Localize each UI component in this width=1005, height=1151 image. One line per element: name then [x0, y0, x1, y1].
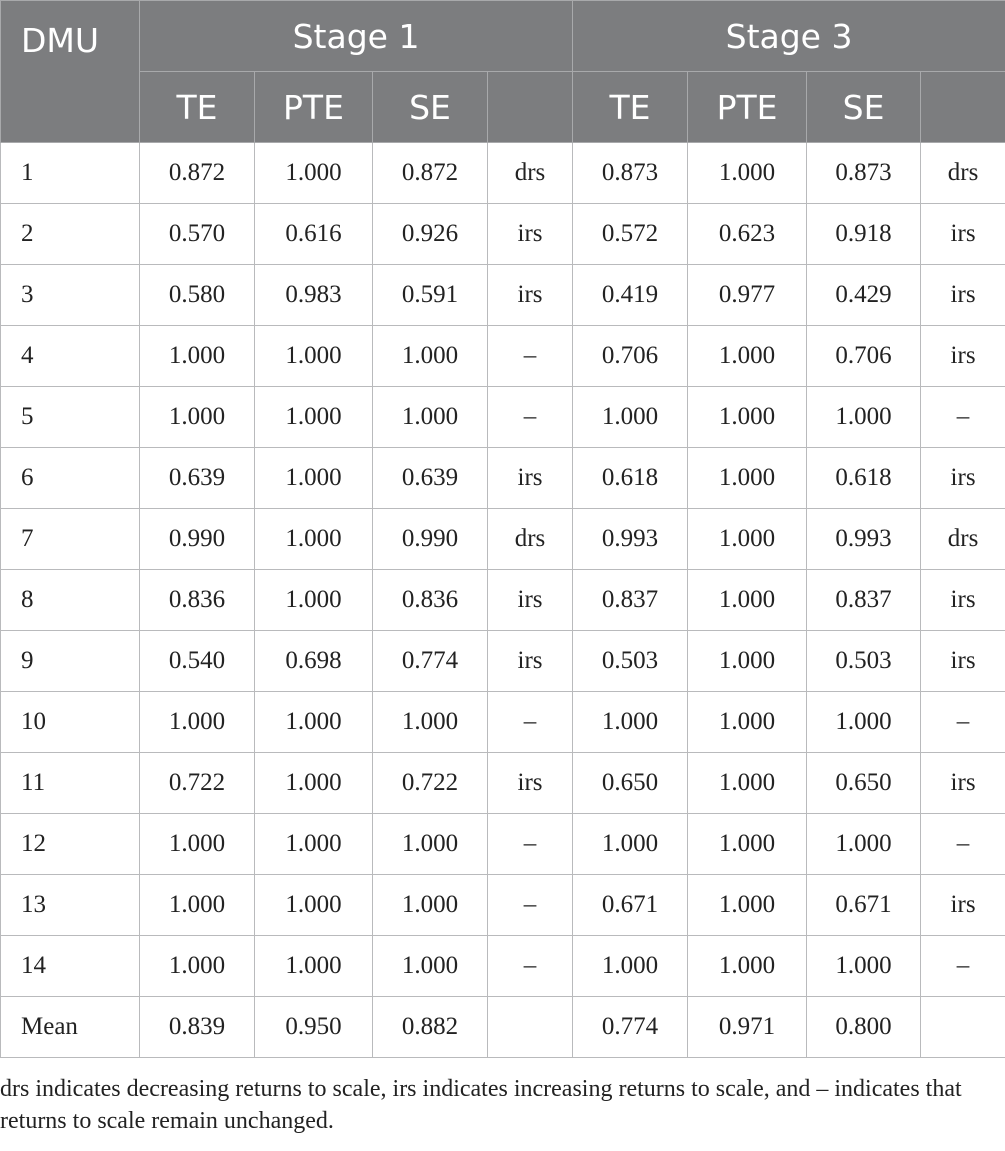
stage-1-pte-cell: 1.000: [255, 570, 373, 631]
stage-1-pte-cell: 0.698: [255, 631, 373, 692]
stage-1-se-cell: 1.000: [373, 326, 488, 387]
stage-3-se-cell: 1.000: [807, 692, 921, 753]
stage-1-rts-header: [488, 72, 573, 143]
stage-3-se-cell: 0.618: [807, 448, 921, 509]
stage-1-te-cell: 0.836: [140, 570, 255, 631]
stage-3-pte-cell: 1.000: [688, 448, 807, 509]
stage-1-pte-cell: 1.000: [255, 814, 373, 875]
stage-3-pte-cell: 1.000: [688, 936, 807, 997]
stage-1-te-cell: 0.639: [140, 448, 255, 509]
stage-3-pte-cell: 0.971: [688, 997, 807, 1058]
stage-1-te-cell: 1.000: [140, 387, 255, 448]
dmu-cell: 3: [1, 265, 140, 326]
stage-3-se-cell: 1.000: [807, 387, 921, 448]
dmu-cell: 2: [1, 204, 140, 265]
stage-1-pte-cell: 1.000: [255, 753, 373, 814]
dmu-cell: 10: [1, 692, 140, 753]
stage-1-te-cell: 1.000: [140, 875, 255, 936]
stage-3-rts-cell: irs: [921, 631, 1005, 692]
stage-3-rts-cell: irs: [921, 265, 1005, 326]
stage-1-te-cell: 0.839: [140, 997, 255, 1058]
stage-3-pte-cell: 0.977: [688, 265, 807, 326]
table-row: [1, 509, 1005, 570]
dmu-cell: 5: [1, 387, 140, 448]
stage-3-pte-cell: 1.000: [688, 570, 807, 631]
stage-1-pte-cell: 0.616: [255, 204, 373, 265]
stage-1-pte-cell: 0.950: [255, 997, 373, 1058]
table-row: [1, 265, 1005, 326]
dmu-cell: 8: [1, 570, 140, 631]
stage-3-te-cell: 0.503: [573, 631, 688, 692]
stage-1-rts-cell: drs: [488, 509, 573, 570]
stage-3-pte-cell: 0.623: [688, 204, 807, 265]
header-row-stages: [1, 1, 1005, 72]
stage-3-rts-cell: drs: [921, 143, 1005, 204]
table-header: [1, 1, 1005, 143]
stage-1-se-cell: 0.639: [373, 448, 488, 509]
stage-3-te-cell: 0.837: [573, 570, 688, 631]
stage-3-pte-cell: 1.000: [688, 509, 807, 570]
stage-1-te-cell: 0.570: [140, 204, 255, 265]
stage-1-se-cell: 0.872: [373, 143, 488, 204]
stage-1-rts-cell: –: [488, 936, 573, 997]
table-row: [1, 936, 1005, 997]
table-row: [1, 692, 1005, 753]
dmu-cell: 12: [1, 814, 140, 875]
stage-3-te-cell: 0.774: [573, 997, 688, 1058]
stage-3-se-cell: 0.650: [807, 753, 921, 814]
stage-3-pte-header: PTE: [688, 72, 807, 143]
table-row: [1, 753, 1005, 814]
dmu-cell: 4: [1, 326, 140, 387]
stage-3-rts-cell: –: [921, 387, 1005, 448]
table-row: [1, 387, 1005, 448]
stage-1-te-cell: 0.580: [140, 265, 255, 326]
stage-3-se-cell: 1.000: [807, 936, 921, 997]
stage-1-se-cell: 0.990: [373, 509, 488, 570]
stage-1-pte-cell: 1.000: [255, 143, 373, 204]
table-row: [1, 204, 1005, 265]
dmu-cell: 6: [1, 448, 140, 509]
stage-3-pte-cell: 1.000: [688, 753, 807, 814]
stage-3-se-cell: 0.800: [807, 997, 921, 1058]
stage-1-rts-cell: irs: [488, 448, 573, 509]
table-body: [1, 143, 1005, 1058]
stage-1-rts-cell: –: [488, 387, 573, 448]
stage-3-rts-cell: irs: [921, 875, 1005, 936]
stage-1-te-cell: 1.000: [140, 936, 255, 997]
stage-1-pte-cell: 1.000: [255, 875, 373, 936]
stage-1-se-cell: 1.000: [373, 814, 488, 875]
stage-3-te-cell: 0.873: [573, 143, 688, 204]
stage-1-te-cell: 0.540: [140, 631, 255, 692]
stage-3-te-cell: 0.419: [573, 265, 688, 326]
stage-1-se-cell: 0.926: [373, 204, 488, 265]
table-row: [1, 875, 1005, 936]
table-row: [1, 814, 1005, 875]
stage-3-se-cell: 0.429: [807, 265, 921, 326]
dmu-header: DMU: [1, 1, 140, 143]
stage-1-pte-cell: 1.000: [255, 936, 373, 997]
stage-3-te-cell: 0.618: [573, 448, 688, 509]
stage-1-pte-cell: 1.000: [255, 326, 373, 387]
stage-3-se-cell: 0.873: [807, 143, 921, 204]
dmu-cell: 9: [1, 631, 140, 692]
stage-3-pte-cell: 1.000: [688, 875, 807, 936]
stage-1-te-cell: 1.000: [140, 814, 255, 875]
stage-1-se-cell: 0.882: [373, 997, 488, 1058]
stage-3-se-cell: 0.671: [807, 875, 921, 936]
stage-1-pte-cell: 1.000: [255, 387, 373, 448]
stage-3-header: Stage 3: [573, 1, 1005, 72]
stage-1-rts-cell: irs: [488, 204, 573, 265]
stage-1-se-cell: 0.774: [373, 631, 488, 692]
stage-1-rts-cell: drs: [488, 143, 573, 204]
stage-3-se-header: SE: [807, 72, 921, 143]
stage-1-se-header: SE: [373, 72, 488, 143]
stage-1-se-cell: 0.836: [373, 570, 488, 631]
stage-1-te-cell: 0.722: [140, 753, 255, 814]
stage-3-se-cell: 1.000: [807, 814, 921, 875]
stage-3-rts-cell: irs: [921, 570, 1005, 631]
stage-1-rts-cell: –: [488, 875, 573, 936]
stage-1-se-cell: 0.722: [373, 753, 488, 814]
stage-1-rts-cell: [488, 997, 573, 1058]
stage-3-se-cell: 0.993: [807, 509, 921, 570]
stage-3-te-cell: 0.572: [573, 204, 688, 265]
stage-1-se-cell: 1.000: [373, 875, 488, 936]
stage-1-te-cell: 1.000: [140, 692, 255, 753]
mean-row: [1, 997, 1005, 1058]
stage-1-rts-cell: irs: [488, 631, 573, 692]
table-row: [1, 631, 1005, 692]
stage-3-rts-cell: –: [921, 936, 1005, 997]
table-row: [1, 143, 1005, 204]
stage-3-rts-header: [921, 72, 1005, 143]
stage-3-rts-cell: irs: [921, 326, 1005, 387]
stage-1-rts-cell: –: [488, 814, 573, 875]
stage-1-te-header: TE: [140, 72, 255, 143]
stage-1-rts-cell: irs: [488, 753, 573, 814]
stage-1-se-cell: 0.591: [373, 265, 488, 326]
stage-3-te-cell: 0.706: [573, 326, 688, 387]
table-row: [1, 570, 1005, 631]
stage-3-se-cell: 0.503: [807, 631, 921, 692]
header-row-measures: [1, 72, 1005, 143]
stage-3-pte-cell: 1.000: [688, 692, 807, 753]
table-row: [1, 448, 1005, 509]
stage-1-se-cell: 1.000: [373, 936, 488, 997]
stage-3-te-cell: 1.000: [573, 936, 688, 997]
stage-1-te-cell: 0.872: [140, 143, 255, 204]
stage-3-rts-cell: irs: [921, 753, 1005, 814]
dmu-cell: 14: [1, 936, 140, 997]
stage-1-pte-header: PTE: [255, 72, 373, 143]
stage-3-te-cell: 0.650: [573, 753, 688, 814]
dmu-cell: 1: [1, 143, 140, 204]
stage-3-rts-cell: irs: [921, 204, 1005, 265]
stage-1-rts-cell: irs: [488, 265, 573, 326]
stage-1-header: Stage 1: [140, 1, 573, 72]
stage-1-pte-cell: 1.000: [255, 448, 373, 509]
dmu-cell: 11: [1, 753, 140, 814]
stage-3-se-cell: 0.918: [807, 204, 921, 265]
stage-3-te-cell: 0.671: [573, 875, 688, 936]
stage-1-pte-cell: 1.000: [255, 692, 373, 753]
stage-3-pte-cell: 1.000: [688, 326, 807, 387]
stage-3-te-cell: 1.000: [573, 692, 688, 753]
stage-1-te-cell: 0.990: [140, 509, 255, 570]
table-row: [1, 326, 1005, 387]
stage-1-pte-cell: 1.000: [255, 509, 373, 570]
stage-3-te-cell: 0.993: [573, 509, 688, 570]
dmu-cell: Mean: [1, 997, 140, 1058]
stage-3-te-cell: 1.000: [573, 814, 688, 875]
stage-3-rts-cell: drs: [921, 509, 1005, 570]
stage-3-se-cell: 0.706: [807, 326, 921, 387]
stage-3-te-header: TE: [573, 72, 688, 143]
stage-3-pte-cell: 1.000: [688, 387, 807, 448]
stage-3-rts-cell: [921, 997, 1005, 1058]
stage-3-pte-cell: 1.000: [688, 631, 807, 692]
stage-3-pte-cell: 1.000: [688, 143, 807, 204]
stage-1-se-cell: 1.000: [373, 692, 488, 753]
table-footnote: drs indicates decreasing returns to scale, irs indicates increasing returns to scale, and – indicates that returns to scale remain unchanged.: [0, 1076, 962, 1134]
stage-3-rts-cell: –: [921, 814, 1005, 875]
stage-3-rts-cell: irs: [921, 448, 1005, 509]
stage-3-rts-cell: –: [921, 692, 1005, 753]
stage-1-se-cell: 1.000: [373, 387, 488, 448]
stage-3-pte-cell: 1.000: [688, 814, 807, 875]
stage-1-pte-cell: 0.983: [255, 265, 373, 326]
stage-3-se-cell: 0.837: [807, 570, 921, 631]
stage-3-te-cell: 1.000: [573, 387, 688, 448]
dmu-cell: 13: [1, 875, 140, 936]
dmu-cell: 7: [1, 509, 140, 570]
stage-1-te-cell: 1.000: [140, 326, 255, 387]
stage-1-rts-cell: irs: [488, 570, 573, 631]
stage-1-rts-cell: –: [488, 326, 573, 387]
stage-1-rts-cell: –: [488, 692, 573, 753]
